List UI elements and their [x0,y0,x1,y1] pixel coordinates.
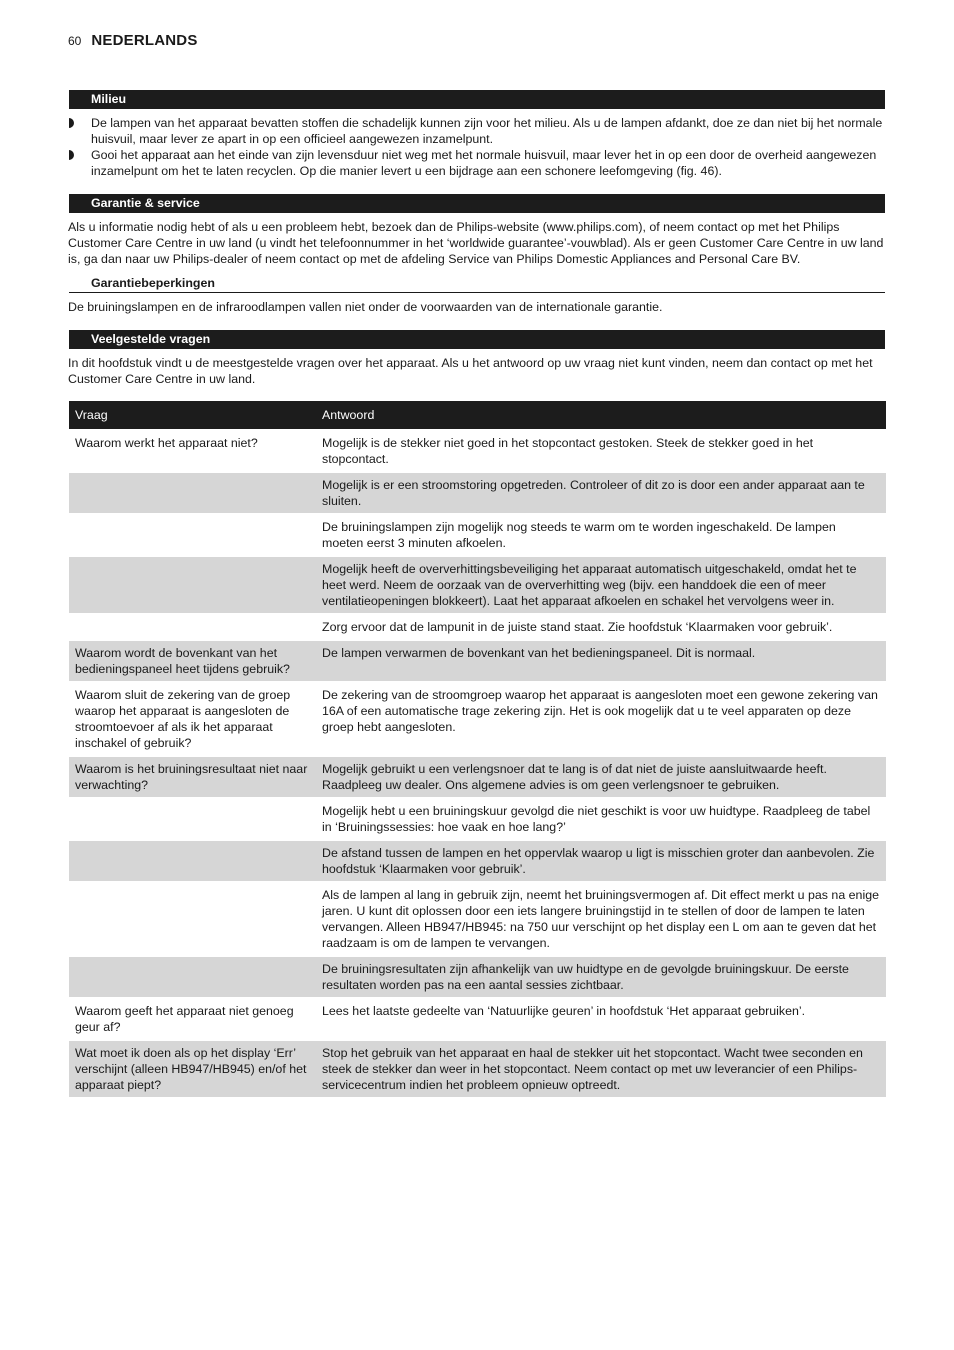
garantie-text-after: ), of neem contact op met het Philips Customer Care Centre in uw land (u vindt het telefoonnummer in het ‘worldwide guarantee’-vouwblad). Als er geen Customer Care Centre in uw land is, ga dan naar uw Philips-dealer of neem contact op met de afdeling Service van Philips Domestic Appliances and Personal Care BV. [68,220,884,266]
answer-cell: Lees het laatste gedeelte van ‘Natuurlijke geuren’ in hoofdstuk ‘Het apparaat gebruiken’. [322,1004,806,1018]
faq-table-header [69,401,886,430]
garantie-text-before: Als u informatie nodig hebt of als u een probleem hebt, bezoek dan de Philips-website ( [68,220,547,234]
milieu-bullet-text: Gooi het apparaat aan het einde van zijn levensduur niet weg met het normale huisvuil, maar lever het in op een door de overheid aangewezen inzamelpunt om het te laten recyclen. Op die manier levert u een bijdrage aan een schonere leefomgeving (fig. 46). [91,148,877,178]
table-row [69,614,886,640]
table-row [69,756,886,798]
page-header [68,33,198,53]
table-row [69,430,886,472]
question-cell [69,956,316,998]
question-cell: Waarom geeft het apparaat niet genoeg geur af? [75,1004,294,1034]
milieu-bullet-item [69,115,885,147]
faq-intro: In dit hoofdstuk vindt u de meestgestelde vragen over het apparaat. Als u het antwoord op uw vraag niet kunt vinden, neem dan contact op met het Customer Care Centre in uw land. [68,356,873,386]
answer-cell: De bruiningslampen zijn mogelijk nog steeds te warm om te worden ingeschakeld. De lampen moeten eerst 3 minuten afkoelen. [322,520,836,550]
section-milieu-heading: Milieu [69,90,885,109]
question-cell: Wat moet ik doen als op het display ‘Err’ verschijnt (alleen HB947/HB945) en/of het apparaat piept? [69,1040,316,1097]
bullet-marker-icon [69,150,74,160]
milieu-bullet-item [69,147,885,179]
question-cell: Waarom werkt het apparaat niet? [75,436,258,450]
question-cell [69,472,316,514]
table-row [69,840,886,882]
table-row [69,798,886,840]
question-cell [69,514,316,556]
column-header-question: Vraag [69,401,316,430]
section-garantie-heading: Garantie & service [69,194,885,213]
garantie-paragraph [68,219,886,267]
question-cell: Waarom is het bruiningsresultaat niet naar verwachting? [69,756,316,798]
table-row [69,682,886,756]
garantiebeperkingen-heading: Garantiebeperkingen [69,275,885,293]
question-cell [69,556,316,614]
bullet-marker-icon [69,118,74,128]
answer-cell: Zorg ervoor dat de lampunit in de juiste stand staat. Zie hoofdstuk ‘Klaarmaken voor gebruik’. [322,620,833,634]
question-cell [69,614,316,640]
table-row [69,640,886,682]
question-cell [69,840,316,882]
question-cell: Waarom sluit de zekering van de groep waarop het apparaat is aangesloten de stroomtoevoer af als ik het apparaat inschakel of gebruik? [75,688,291,750]
table-row [69,514,886,556]
answer-cell: Mogelijk is er een stroomstoring opgetreden. Controleer of dit zo is door een ander apparaat aan te sluiten. [316,472,886,514]
answer-cell: Stop het gebruik van het apparaat en haal de stekker uit het stopcontact. Wacht twee seconden en steek de stekker dan weer in het stopcontact. Neem contact op met uw leverancier of een Philips-servicecentrum indien het probleem opnieuw optreedt. [316,1040,886,1097]
page-number: 60 [68,34,82,48]
answer-cell: De afstand tussen de lampen en het oppervlak waarop u ligt is misschien groter dan aanbevolen. Zie hoofdstuk ‘Klaarmaken voor gebruik’. [316,840,886,882]
answer-cell: Mogelijk gebruikt u een verlengsnoer dat te lang is of dat niet de juiste aansluitwaarde heeft. Raadpleeg uw dealer. Ons algemene advies is om geen verlengsnoer te gebruiken. [316,756,886,798]
answer-cell: Mogelijk is de stekker niet goed in het stopcontact gestoken. Steek de stekker goed in het stopcontact. [322,436,814,466]
table-row [69,1040,886,1097]
question-cell [69,798,316,840]
answer-cell: De lampen verwarmen de bovenkant van het bedieningspaneel. Dit is normaal. [316,640,886,682]
table-row [69,998,886,1040]
question-cell [69,882,316,956]
philips-website-link[interactable]: www.philips.com [546,220,639,234]
column-header-answer: Antwoord [316,401,886,430]
section-faq-heading: Veelgestelde vragen [69,330,885,349]
garantiebeperkingen-text: De bruiningslampen en de infraroodlampen vallen niet onder de voorwaarden van de internationale garantie. [68,300,663,314]
answer-cell: Mogelijk hebt u een bruiningskuur gevolgd die niet geschikt is voor uw huidtype. Raadpleeg de tabel in ‘Bruiningssessies: hoe vaak en hoe lang?’ [322,804,871,834]
table-row [69,556,886,614]
table-row [69,956,886,998]
question-cell: Waarom wordt de bovenkant van het bedieningspaneel heet tijdens gebruik? [69,640,316,682]
table-row [69,472,886,514]
answer-cell: De zekering van de stroomgroep waarop het apparaat is aangesloten moet een gewone zekering van 16A of een automatische trage zekering zijn. Het is ook mogelijk dat u te veel apparaten op deze groep hebt aangesloten. [322,688,878,734]
table-row [69,882,886,956]
faq-table [69,401,886,1097]
answer-cell: De bruiningsresultaten zijn afhankelijk van uw huidtype en de gevolgde bruiningskuur. De eerste resultaten worden pas na een aantal sessies zichtbaar. [316,956,886,998]
answer-cell: Als de lampen al lang in gebruik zijn, neemt het bruiningsvermogen af. Dit effect merkt u pas na enige jaren. U kunt dit oplossen door een iets langere bruiningstijd in te stellen of door de lampen te laten vervangen. Alleen HB947/HB945: na 750 uur verschijnt op het display een L om aan te geven dat het raadzaam is om de lampen te vervangen. [322,888,879,950]
milieu-bullet-list [69,115,885,179]
language-title: NEDERLANDS [91,32,198,49]
answer-cell: Mogelijk heeft de oververhittingsbeveiliging het apparaat automatisch uitgeschakeld, omdat het te heet werd. Neem de oorzaak van de oververhitting weg (bijv. een handdoek die een of meer ventilatieopeningen blokkeert). Laat het apparaat afkoelen en schakel het vervolgens weer in. [316,556,886,614]
milieu-bullet-text: De lampen van het apparaat bevatten stoffen die schadelijk kunnen zijn voor het milieu. Als u de lampen afdankt, doe ze dan niet bij het normale huisvuil, maar lever ze apart in op een officieel aangewezen inzamelpunt. [91,116,883,146]
